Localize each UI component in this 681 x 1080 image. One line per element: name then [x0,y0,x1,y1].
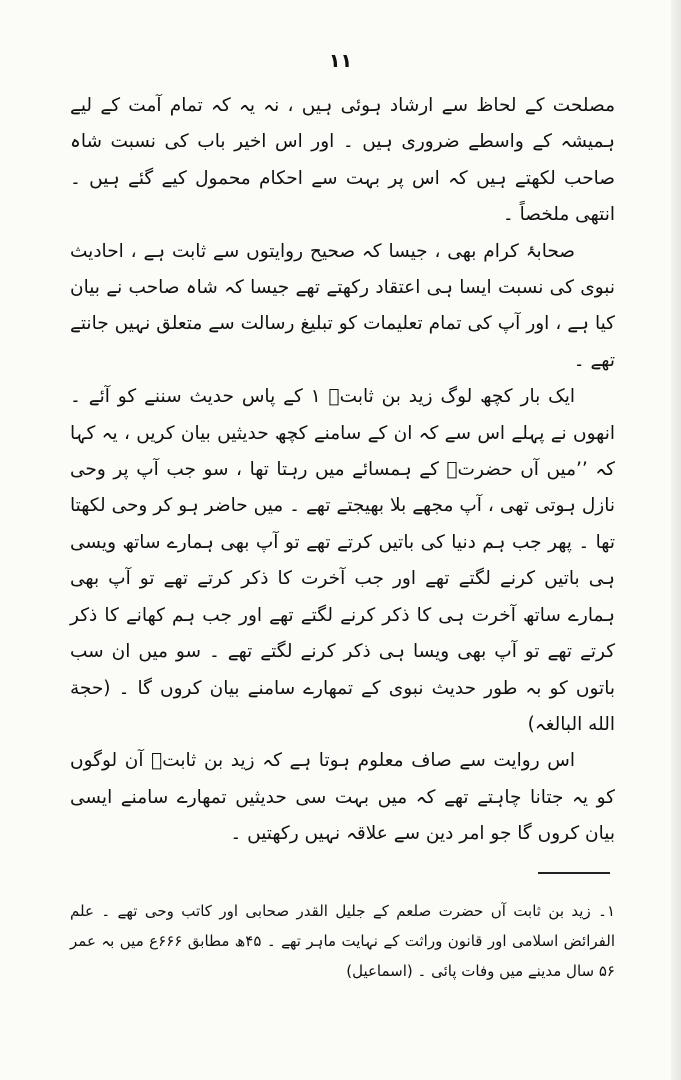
paragraph: صحابۂ کرام بھی ، جیسا کہ صحیح روایتوں سے ثابت ہے ، احادیث نبوی کی نسبت ایسا ہی اعتقاد رکھتے تھے جیسا کہ شاہ صاحب نے بیان کیا ہے ، اور آپ کی تمام تعلیمات کو تبلیغ رسالت سے متعلق نہیں جانتے تھے ۔ [70,240,615,371]
page-number: ۱۱ [328,50,353,72]
page-edge [671,0,681,1080]
main-text [70,88,615,853]
paragraph: اس روایت سے صاف معلوم ہوتا ہے کہ زید بن ثابتؓ آن لوگوں کو یہ جتانا چاہتے تھے کہ میں بہت سی حدیثیں تمھارے سامنے ایسی بیان کروں گا جو امر دین سے علاقہ نہیں رکھتیں ۔ [70,750,615,845]
footnote-text: ۱۔ زید بن ثابت آں حضرت صلعم کے جلیل القدر صحابی اور کاتب وحی تھے ۔ علم الفرائض اسلامی اور قانون وراثت کے نہایت ماہر تھے ۔ ۴۵ھ مطابق ۶۶۶ع میں بہ عمر ۵۶ سال مدینے میں وفات پائی ۔ (اسماعیل) [70,902,616,980]
footnote-separator [538,872,610,874]
paragraph: مصلحت کے لحاظ سے ارشاد ہوئی ہیں ، نہ یہ کہ تمام آمت کے لیے ہمیشہ کے واسطے ضروری ہیں ۔ اور اس اخیر باب کی نسبت شاہ صاحب لکھتے ہیں کہ اس پر بہت سے احکام محمول کیے گئے ہیں ۔ انتھی ملخصاً ۔ [70,95,615,226]
paragraph: ایک بار کچھ لوگ زید بن ثابتؓ ۱ کے پاس حدیث سننے کو آئے ۔ انھوں نے پہلے اس سے کہ ان کے سامنے کچھ حدیثیں بیان کریں ، یہ کہا کہ ’’میں آں حضرتؐ کے ہمسائے میں رہتا تھا ، سو جب آپ پر وحی نازل ہوتی تھی ، آپ مجھے بلا بھیجتے تھے ۔ میں حاضر ہو کر وحی لکھتا تھا ۔ پھر جب ہم دنیا کی باتیں کرتے تھے تو آپ بھی ہمارے ساتھ ویسی ہی باتیں کرنے لگتے تھے اور جب آخرت کا ذکر کرتے تھے تو آپ بھی ہمارے ساتھ آخرت ہی کا ذکر کرنے لگتے تھے اور جب ہم کھانے کا ذکر کرتے تھے تو آپ بھی ویسا ہی ذکر کرنے لگتے تھے ۔ سو میں ان سب باتوں کو بہ طور حدیث نبوی کے تمھارے سامنے بیان کروں گا ۔ (حجة الله البالغہ) [70,386,615,735]
footnote [70,896,615,986]
